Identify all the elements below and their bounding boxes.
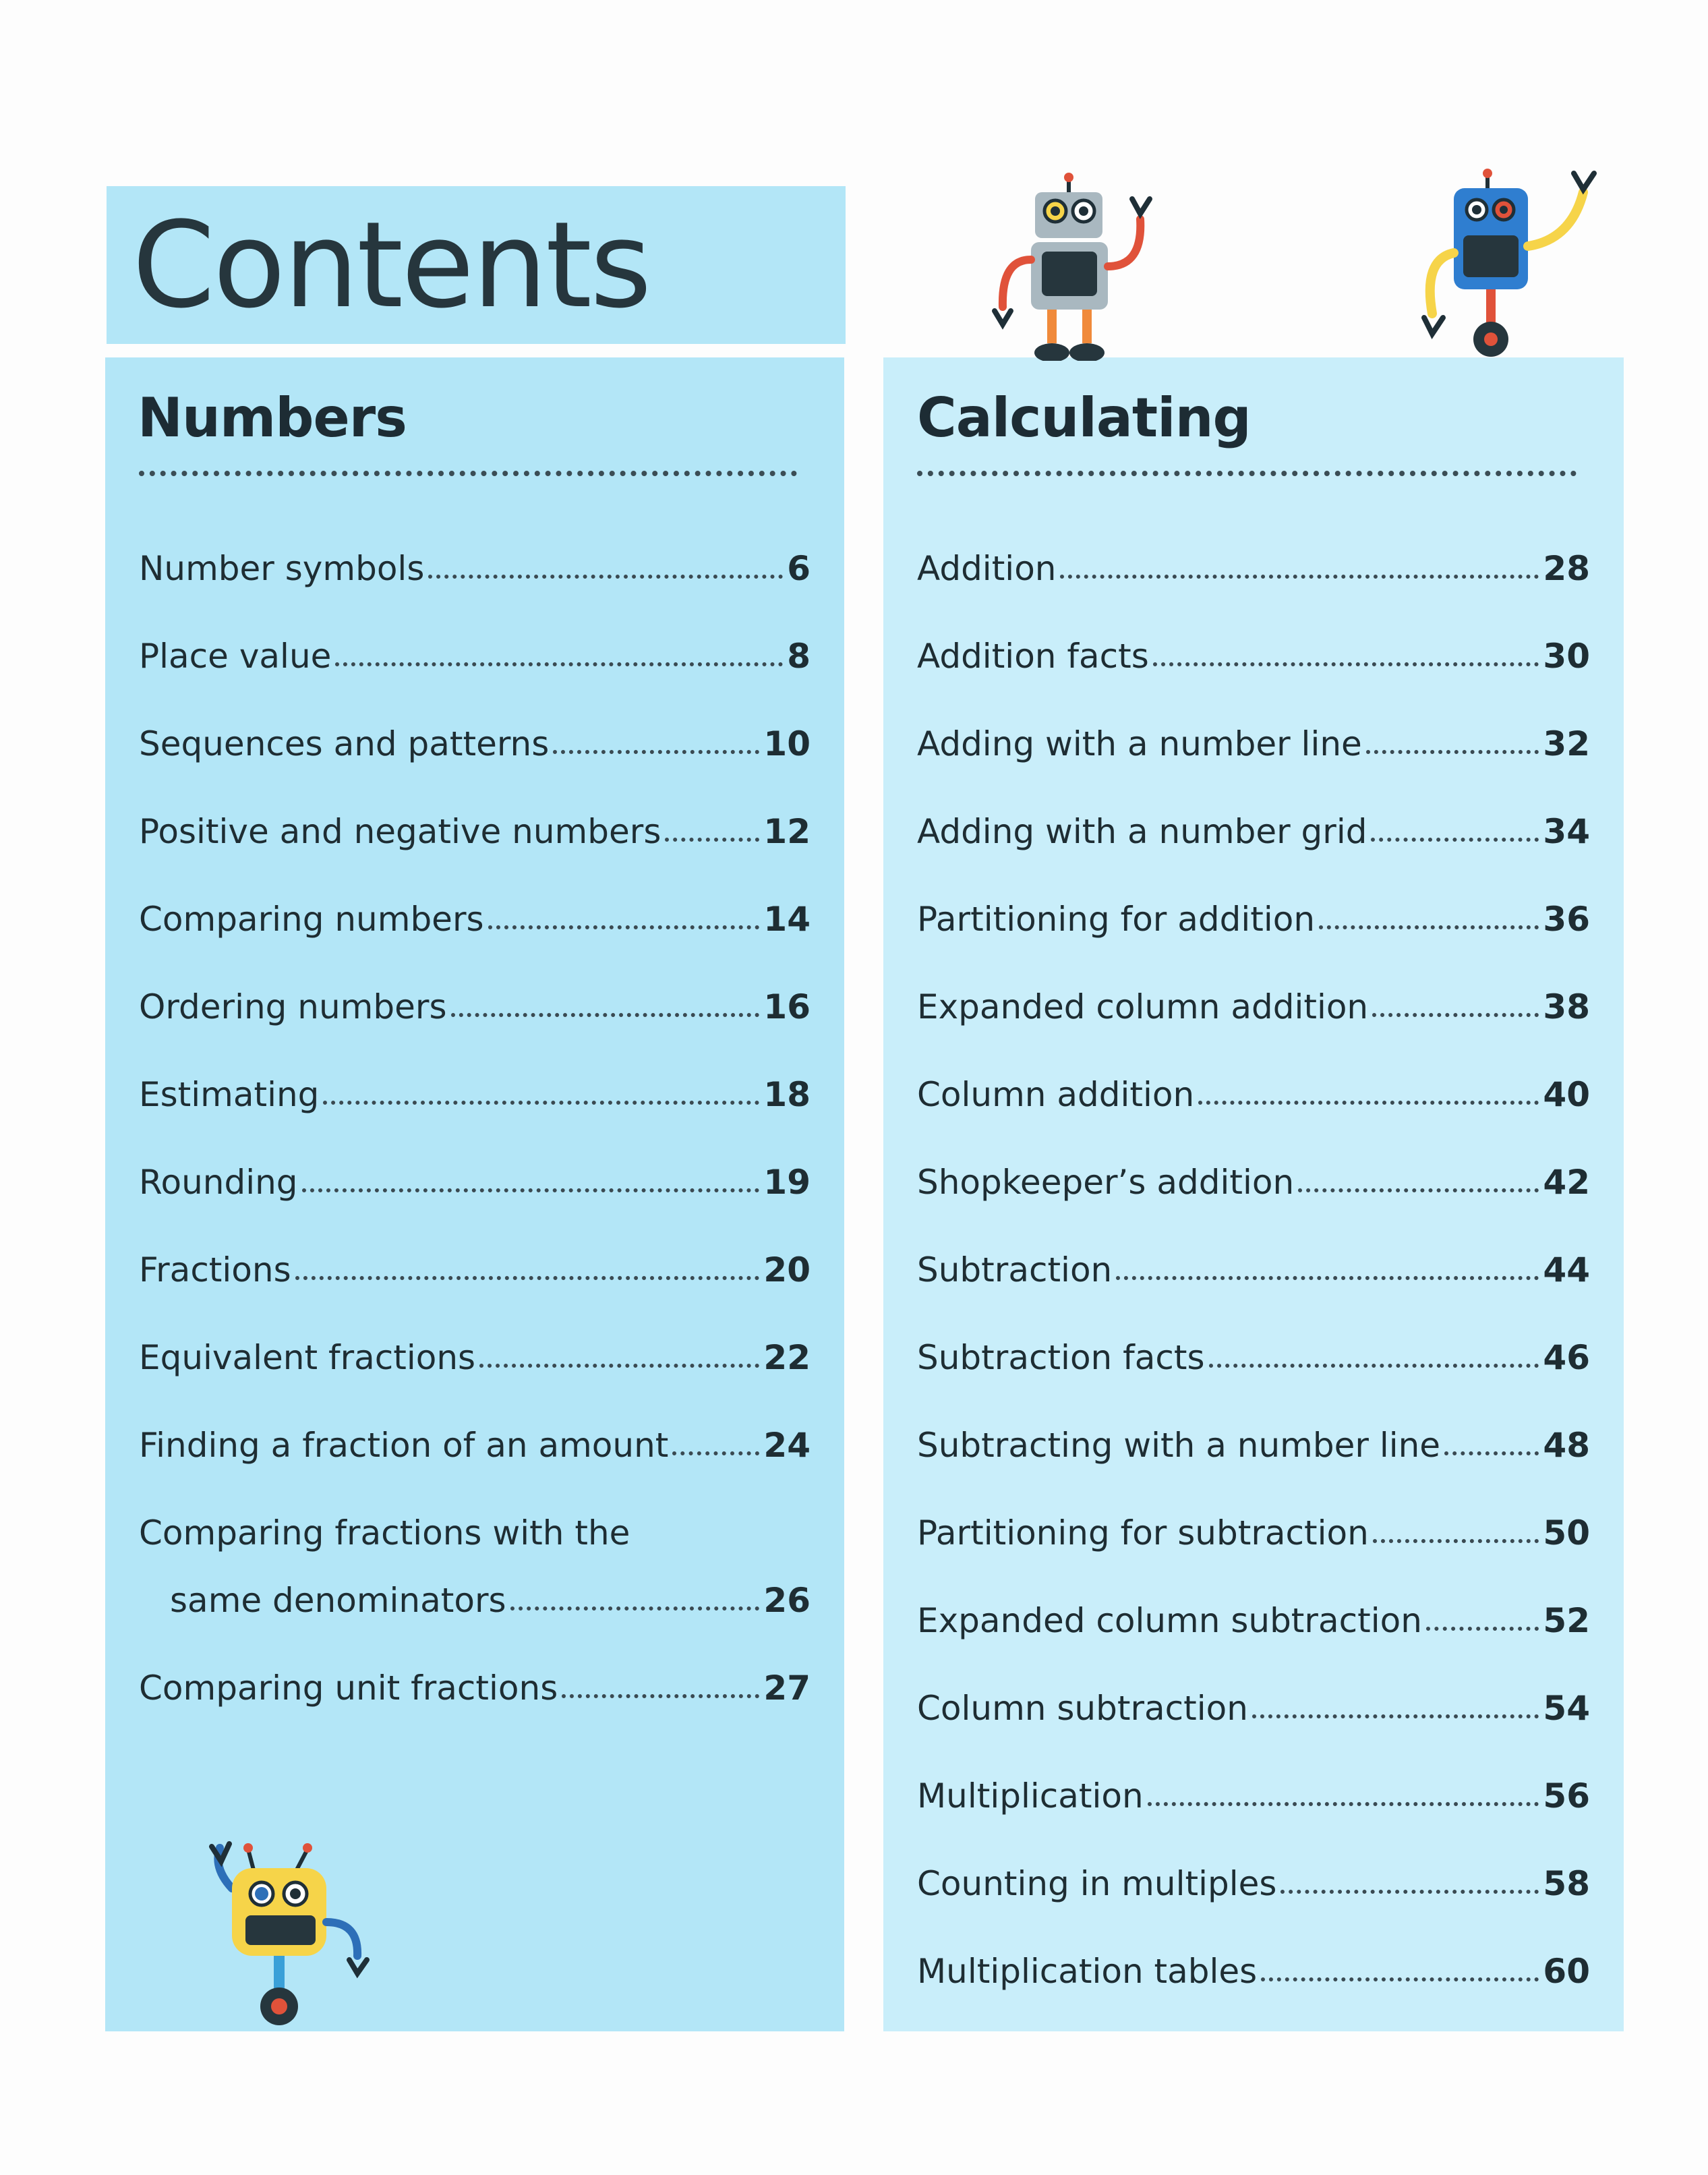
toc-dot-leader <box>1261 1977 1539 1981</box>
toc-entry-title: Subtracting with a number line <box>917 1426 1441 1465</box>
title-banner <box>107 186 846 344</box>
toc-entry[interactable] <box>917 1321 1590 1377</box>
toc-dot-leader <box>428 575 783 579</box>
calculating-heading-divider <box>917 471 1577 476</box>
toc-entry-title: Adding with a number line <box>917 724 1362 763</box>
toc-entry[interactable] <box>139 619 811 676</box>
robot-yellow-icon <box>206 1841 382 2030</box>
calculating-section <box>883 357 1624 2031</box>
toc-entry[interactable] <box>139 1408 811 1465</box>
toc-dot-leader <box>672 1451 759 1455</box>
toc-entry-title: Number symbols <box>139 549 425 588</box>
toc-entry-title: Comparing fractions with the <box>139 1513 630 1553</box>
toc-dot-leader <box>1280 1890 1539 1894</box>
toc-page-number: 19 <box>763 1163 811 1202</box>
toc-page-number: 34 <box>1543 812 1590 851</box>
toc-page-number: 44 <box>1543 1250 1590 1289</box>
toc-page-number: 26 <box>763 1581 811 1620</box>
toc-dot-leader <box>1153 662 1539 666</box>
toc-entry[interactable] <box>139 882 811 939</box>
toc-page-number: 6 <box>787 549 811 588</box>
toc-entry-title: Partitioning for subtraction <box>917 1513 1369 1553</box>
toc-entry[interactable] <box>139 1563 811 1620</box>
toc-page-number: 8 <box>787 637 811 676</box>
toc-page-number: 54 <box>1543 1689 1590 1728</box>
toc-page-number: 38 <box>1543 987 1590 1026</box>
toc-page-number: 24 <box>763 1426 811 1465</box>
toc-entry[interactable] <box>917 1847 1590 1901</box>
toc-page-number: 16 <box>763 987 811 1026</box>
toc-entry-title: Equivalent fractions <box>139 1338 476 1377</box>
toc-entry-title: Column subtraction <box>917 1689 1248 1728</box>
toc-entry[interactable] <box>917 1057 1590 1114</box>
toc-page-number: 22 <box>763 1338 811 1377</box>
toc-entry[interactable] <box>139 1057 811 1114</box>
toc-page-number: 20 <box>763 1250 811 1289</box>
toc-entry-title: Multiplication tables <box>917 1952 1258 1991</box>
toc-entry[interactable] <box>917 531 1590 588</box>
toc-dot-leader <box>1198 1101 1539 1105</box>
toc-page-number: 27 <box>763 1669 811 1708</box>
toc-entry[interactable] <box>917 1584 1590 1640</box>
toc-page-number: 18 <box>763 1075 811 1114</box>
toc-entry[interactable] <box>139 1145 811 1202</box>
toc-dot-leader <box>479 1364 759 1368</box>
toc-dot-leader <box>1372 1013 1539 1017</box>
toc-page-number: 52 <box>1543 1601 1590 1640</box>
calculating-heading: Calculating <box>917 386 1251 449</box>
toc-entry-line <box>139 1496 811 1553</box>
toc-entry-title: Finding a fraction of an amount <box>139 1426 669 1465</box>
toc-entry[interactable] <box>139 1651 811 1708</box>
toc-dot-leader <box>1426 1627 1539 1631</box>
toc-dot-leader <box>335 662 783 666</box>
numbers-section <box>105 357 844 2031</box>
toc-entry[interactable] <box>917 1934 1590 1991</box>
toc-page-number: 40 <box>1543 1075 1590 1114</box>
toc-dot-leader <box>1148 1802 1539 1806</box>
toc-entry-title: Counting in multiples <box>917 1864 1277 1903</box>
toc-entry[interactable] <box>139 531 811 588</box>
toc-page-number: 30 <box>1543 637 1590 676</box>
toc-entry[interactable] <box>139 1233 811 1287</box>
toc-entry-title: Multiplication <box>917 1776 1144 1816</box>
toc-dot-leader <box>1298 1188 1539 1192</box>
page-title: Contents <box>132 196 650 335</box>
toc-entry[interactable] <box>917 1145 1590 1202</box>
toc-entry[interactable] <box>917 1408 1590 1465</box>
toc-entry-title: Subtraction <box>917 1250 1113 1289</box>
toc-entry[interactable] <box>917 1496 1590 1553</box>
numbers-heading-divider <box>139 471 797 476</box>
toc-dot-leader <box>1252 1714 1539 1718</box>
toc-entry[interactable] <box>917 707 1590 761</box>
toc-entry-title: Rounding <box>139 1163 298 1202</box>
toc-entry[interactable] <box>917 1759 1590 1816</box>
toc-dot-leader <box>1366 750 1539 754</box>
toc-page-number: 42 <box>1543 1163 1590 1202</box>
toc-entry[interactable] <box>917 1233 1590 1287</box>
toc-entry-title: Sequences and patterns <box>139 724 550 763</box>
toc-entry-title: Addition <box>917 549 1057 588</box>
toc-dot-leader <box>1444 1451 1539 1455</box>
toc-page-number: 12 <box>763 812 811 851</box>
toc-entry-title: Estimating <box>139 1075 320 1114</box>
toc-dot-leader <box>553 750 759 754</box>
toc-page-number: 32 <box>1543 724 1590 763</box>
toc-entry-title: same denominators <box>170 1581 506 1620</box>
toc-page-number: 60 <box>1543 1952 1590 1991</box>
toc-dot-leader <box>1371 838 1539 842</box>
toc-entry[interactable] <box>917 794 1590 851</box>
toc-dot-leader <box>1319 925 1539 929</box>
toc-dot-leader <box>665 838 759 842</box>
toc-entry-title: Column addition <box>917 1075 1195 1114</box>
toc-entry[interactable] <box>139 707 811 761</box>
toc-dot-leader <box>451 1013 760 1017</box>
toc-entry[interactable] <box>139 794 811 851</box>
toc-entry[interactable] <box>139 1321 811 1377</box>
toc-entry-title: Ordering numbers <box>139 987 447 1026</box>
toc-entry-title: Fractions <box>139 1250 291 1289</box>
toc-entry-title: Comparing numbers <box>139 900 484 939</box>
toc-dot-leader <box>1373 1539 1539 1543</box>
toc-page-number: 48 <box>1543 1426 1590 1465</box>
toc-page-number: 58 <box>1543 1864 1590 1903</box>
toc-dot-leader <box>1209 1364 1539 1368</box>
toc-entry-title: Expanded column subtraction <box>917 1601 1422 1640</box>
toc-dot-leader <box>295 1276 760 1280</box>
toc-entry-title: Positive and negative numbers <box>139 812 661 851</box>
toc-entry[interactable] <box>139 970 811 1024</box>
toc-page-number: 14 <box>763 900 811 939</box>
toc-page-number: 56 <box>1543 1776 1590 1816</box>
toc-entry-title: Expanded column addition <box>917 987 1369 1026</box>
toc-entry[interactable] <box>917 882 1590 939</box>
toc-page-number: 36 <box>1543 900 1590 939</box>
toc-page-number: 46 <box>1543 1338 1590 1377</box>
toc-entry-title: Shopkeeper’s addition <box>917 1163 1295 1202</box>
toc-dot-leader <box>488 925 760 929</box>
toc-dot-leader <box>323 1101 759 1105</box>
toc-page-number: 50 <box>1543 1513 1590 1553</box>
toc-dot-leader <box>1060 575 1539 579</box>
toc-page-number: 10 <box>763 724 811 763</box>
toc-entry-title: Adding with a number grid <box>917 812 1367 851</box>
numbers-heading: Numbers <box>138 386 407 449</box>
toc-dot-leader <box>510 1606 760 1611</box>
robot-grey-icon <box>988 172 1170 361</box>
toc-dot-leader <box>302 1188 760 1192</box>
toc-dot-leader <box>562 1694 759 1698</box>
toc-entry-title: Addition facts <box>917 637 1149 676</box>
toc-page-number: 28 <box>1543 549 1590 588</box>
toc-entry-title: Subtraction facts <box>917 1338 1205 1377</box>
toc-entry[interactable] <box>917 619 1590 676</box>
toc-entry[interactable] <box>917 970 1590 1024</box>
toc-dot-leader <box>1116 1276 1539 1280</box>
toc-entry[interactable] <box>917 1671 1590 1728</box>
robot-blue-icon <box>1409 165 1612 368</box>
toc-entry-title: Place value <box>139 637 332 676</box>
toc-entry-title: Comparing unit fractions <box>139 1669 558 1708</box>
toc-entry-title: Partitioning for addition <box>917 900 1316 939</box>
